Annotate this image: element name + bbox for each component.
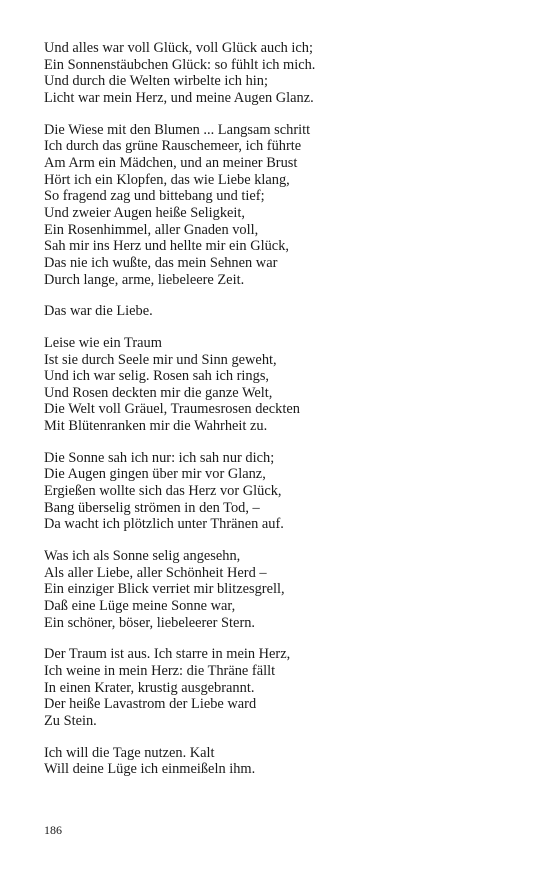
stanza-3 [44,303,514,320]
stanza-7 [44,646,514,729]
poem-line: Sah mir ins Herz und hellte mir ein Glück, [44,238,289,255]
poem-line: Ergießen wollte sich das Herz vor Glück, [44,483,282,500]
stanza-6 [44,548,514,631]
poem-line: Ich will die Tage nutzen. Kalt [44,744,215,761]
poem-line: Als aller Liebe, aller Schönheit Herd – [44,564,267,581]
poem-line: Zu Stein. [44,712,97,729]
poem-line: Ich weine in mein Herz: die Thräne fällt [44,663,276,679]
poem-line: Der Traum ist aus. Ich starre in mein Herz, [44,646,291,663]
poem-line: Und durch die Welten wirbelte ich hin; [44,73,268,90]
poem-line: Ein Rosenhimmel, aller Gnaden voll, [44,221,259,238]
poem-line: So fragend zag und bittebang und tief; [44,188,265,205]
poem-line: Und zweier Augen heiße Seligkeit, [44,204,246,221]
poem-page [44,40,514,793]
poem-line: Ein schöner, böser, liebeleerer Stern. [44,614,256,631]
poem-line: Und ich war selig. Rosen sah ich rings, [44,368,270,385]
stanza-8 [44,745,514,778]
poem-line: Bang überselig strömen in den Tod, – [44,499,260,516]
page-number: 186 [44,823,62,837]
poem-line: Mit Blütenranken mir die Wahrheit zu. [44,418,268,435]
poem-line: Die Wiese mit den Blumen ... Langsam schritt [44,121,311,138]
poem-line: Leise wie ein Traum [44,334,162,351]
poem-line: Das nie ich wußte, das mein Sehnen war [44,254,278,271]
poem-line: Hört ich ein Klopfen, das wie Liebe klang, [44,171,290,188]
stanza-5 [44,450,514,533]
poem-line: Durch lange, arme, liebeleere Zeit. [44,271,245,288]
poem-line: Ich durch das grüne Rauschemeer, ich führte [44,138,302,155]
poem-line: In einen Krater, krustig ausgebrannt. [44,679,255,696]
poem-line: Das war die Liebe. [44,303,153,320]
stanza-1 [44,40,514,107]
poem-line: Da wacht ich plötzlich unter Thränen auf. [44,516,284,533]
poem-line: Die Welt voll Gräuel, Traumesrosen deckten [44,401,300,418]
poem-line: Licht war mein Herz, und meine Augen Glanz. [44,89,314,106]
poem-line: Am Arm ein Mädchen, und an meiner Brust [44,154,298,171]
poem-line: Will deine Lüge ich einmeißeln ihm. [44,761,256,778]
poem-line: Die Augen gingen über mir vor Glanz, [44,466,266,483]
poem-line: Was ich als Sonne selig angesehn, [44,548,241,565]
poem-line: Ist sie durch Seele mir und Sinn geweht, [44,351,277,368]
poem-line: Und Rosen deckten mir die ganze Welt, [44,384,273,401]
poem-line: Die Sonne sah ich nur: ich sah nur dich; [44,449,275,466]
poem-line: Und alles war voll Glück, voll Glück auch ich; [44,40,313,56]
stanza-2 [44,122,514,289]
poem-line: Daß eine Lüge meine Sonne war, [44,598,236,615]
stanza-4 [44,335,514,435]
poem-line: Ein Sonnenstäubchen Glück: so fühlt ich mich. [44,56,316,73]
poem-line: Der heiße Lavastrom der Liebe ward [44,696,257,713]
poem-line: Ein einziger Blick verriet mir blitzesgrell, [44,581,285,598]
